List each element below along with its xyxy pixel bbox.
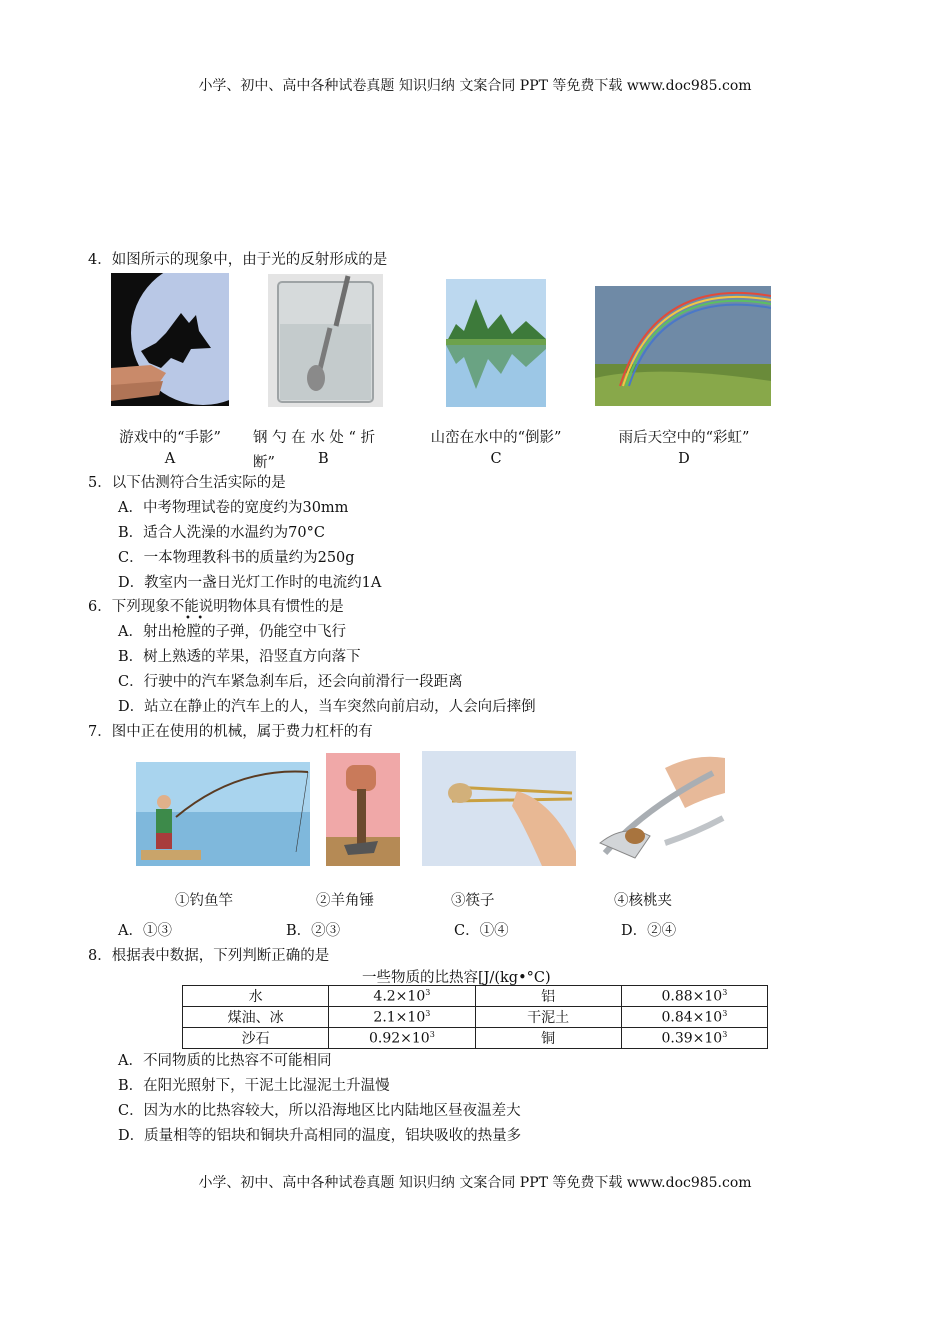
page-footer: 小学、初中、高中各种试卷真题 知识归纳 文案合同 PPT 等免费下载 www.doc985.com xyxy=(198,1175,752,1191)
q5-option-c: C．一本物理教科书的质量约为250g xyxy=(118,550,355,566)
question-6-stem: 6．下列现象不能说明物体具有惯性的是 xyxy=(88,599,344,615)
caption-b-label-cont: 断” xyxy=(253,455,275,471)
q7-option-a: A．①③ xyxy=(118,923,172,939)
question-5-stem: 5．以下估测符合生活实际的是 xyxy=(88,475,286,491)
table-row xyxy=(183,1007,768,1028)
hand-shadow-image xyxy=(111,273,229,406)
table-cell: 煤油、冰 xyxy=(183,1007,329,1028)
caption-c-label: 山峦在水中的“倒影” xyxy=(430,430,562,446)
table-cell: 干泥土 xyxy=(475,1007,621,1028)
page-header: 小学、初中、高中各种试卷真题 知识归纳 文案合同 PPT 等免费下载 www.doc985.com xyxy=(198,78,752,94)
chopsticks-image xyxy=(422,751,576,866)
q6-option-c: C．行驶中的汽车紧急刹车后，还会向前滑行一段距离 xyxy=(118,674,463,690)
q7-option-c: C．①④ xyxy=(454,923,509,939)
q6-option-b: B．树上熟透的苹果，沿竖直方向落下 xyxy=(118,649,361,665)
caption-d-label: 雨后天空中的“彩虹” xyxy=(618,430,750,446)
table-cell: $2.1\times 10^3$ xyxy=(329,1007,475,1028)
caption-b-letter: B xyxy=(318,451,329,467)
question-8-stem: 8．根据表中数据，下列判断正确的是 xyxy=(88,948,330,964)
caption-d-letter: D xyxy=(678,451,690,467)
mountain-reflection-image xyxy=(446,279,546,407)
claw-hammer-image xyxy=(326,753,400,866)
nutcracker-image xyxy=(595,748,727,866)
table-cell: $0.92\times 10^3$ xyxy=(329,1028,475,1049)
emphasis-dots: • • xyxy=(185,613,204,624)
q6-option-d: D．站立在静止的汽车上的人，当车突然向前启动，人会向后摔倒 xyxy=(118,699,536,715)
q6-option-a: A．射出枪膛的子弹，仍能空中飞行 xyxy=(118,624,346,640)
q5-option-a: A．中考物理试卷的宽度约为30mm xyxy=(118,500,349,516)
q7-caption-1: ①钓鱼竿 xyxy=(175,893,233,909)
q7-option-d: D．②④ xyxy=(621,923,677,939)
spoon-in-water-image xyxy=(268,274,383,407)
rainbow-image xyxy=(595,286,771,406)
table-cell: $0.84\times 10^3$ xyxy=(621,1007,767,1028)
table-row xyxy=(183,1028,768,1049)
q8-option-c: C．因为水的比热容较大，所以沿海地区比内陆地区昼夜温差大 xyxy=(118,1103,521,1119)
table-cell: $0.88\times 10^3$ xyxy=(621,986,767,1007)
q8-option-a: A．不同物质的比热容不可能相同 xyxy=(118,1053,332,1069)
table-cell: 沙石 xyxy=(183,1028,329,1049)
caption-a-label: 游戏中的“手影” xyxy=(119,430,221,446)
question-7-stem: 7．图中正在使用的机械，属于费力杠杆的有 xyxy=(88,724,373,740)
q7-caption-4: ④核桃夹 xyxy=(614,893,672,909)
specific-heat-table xyxy=(182,985,768,1049)
q7-option-b: B．②③ xyxy=(286,923,341,939)
table-cell: 水 xyxy=(183,986,329,1007)
q7-caption-3: ③筷子 xyxy=(451,893,495,909)
table-cell: 铜 xyxy=(475,1028,621,1049)
table-cell: $4.2\times 10^3$ xyxy=(329,986,475,1007)
caption-c-letter: C xyxy=(490,451,502,467)
question-4-stem: 4．如图所示的现象中，由于光的反射形成的是 xyxy=(88,252,388,268)
q8-option-d: D．质量相等的铝块和铜块升高相同的温度，铝块吸收的热量多 xyxy=(118,1128,522,1144)
table-cell: $0.39\times 10^3$ xyxy=(621,1028,767,1049)
q8-option-b: B．在阳光照射下，干泥土比湿泥土升温慢 xyxy=(118,1078,390,1094)
table-cell: 铝 xyxy=(475,986,621,1007)
caption-b-label: 钢 勺 在 水 处 “ 折 xyxy=(253,430,376,446)
fishing-rod-image xyxy=(136,762,310,866)
q5-option-b: B．适合人洗澡的水温约为70°C xyxy=(118,525,325,541)
q7-caption-2: ②羊角锤 xyxy=(316,893,374,909)
caption-a-letter: A xyxy=(164,451,176,467)
table-row xyxy=(183,986,768,1007)
table-title: 一些物质的比热容[J/(kg•°C) xyxy=(362,970,551,986)
q5-option-d: D．教室内一盏日光灯工作时的电流约1A xyxy=(118,575,382,591)
